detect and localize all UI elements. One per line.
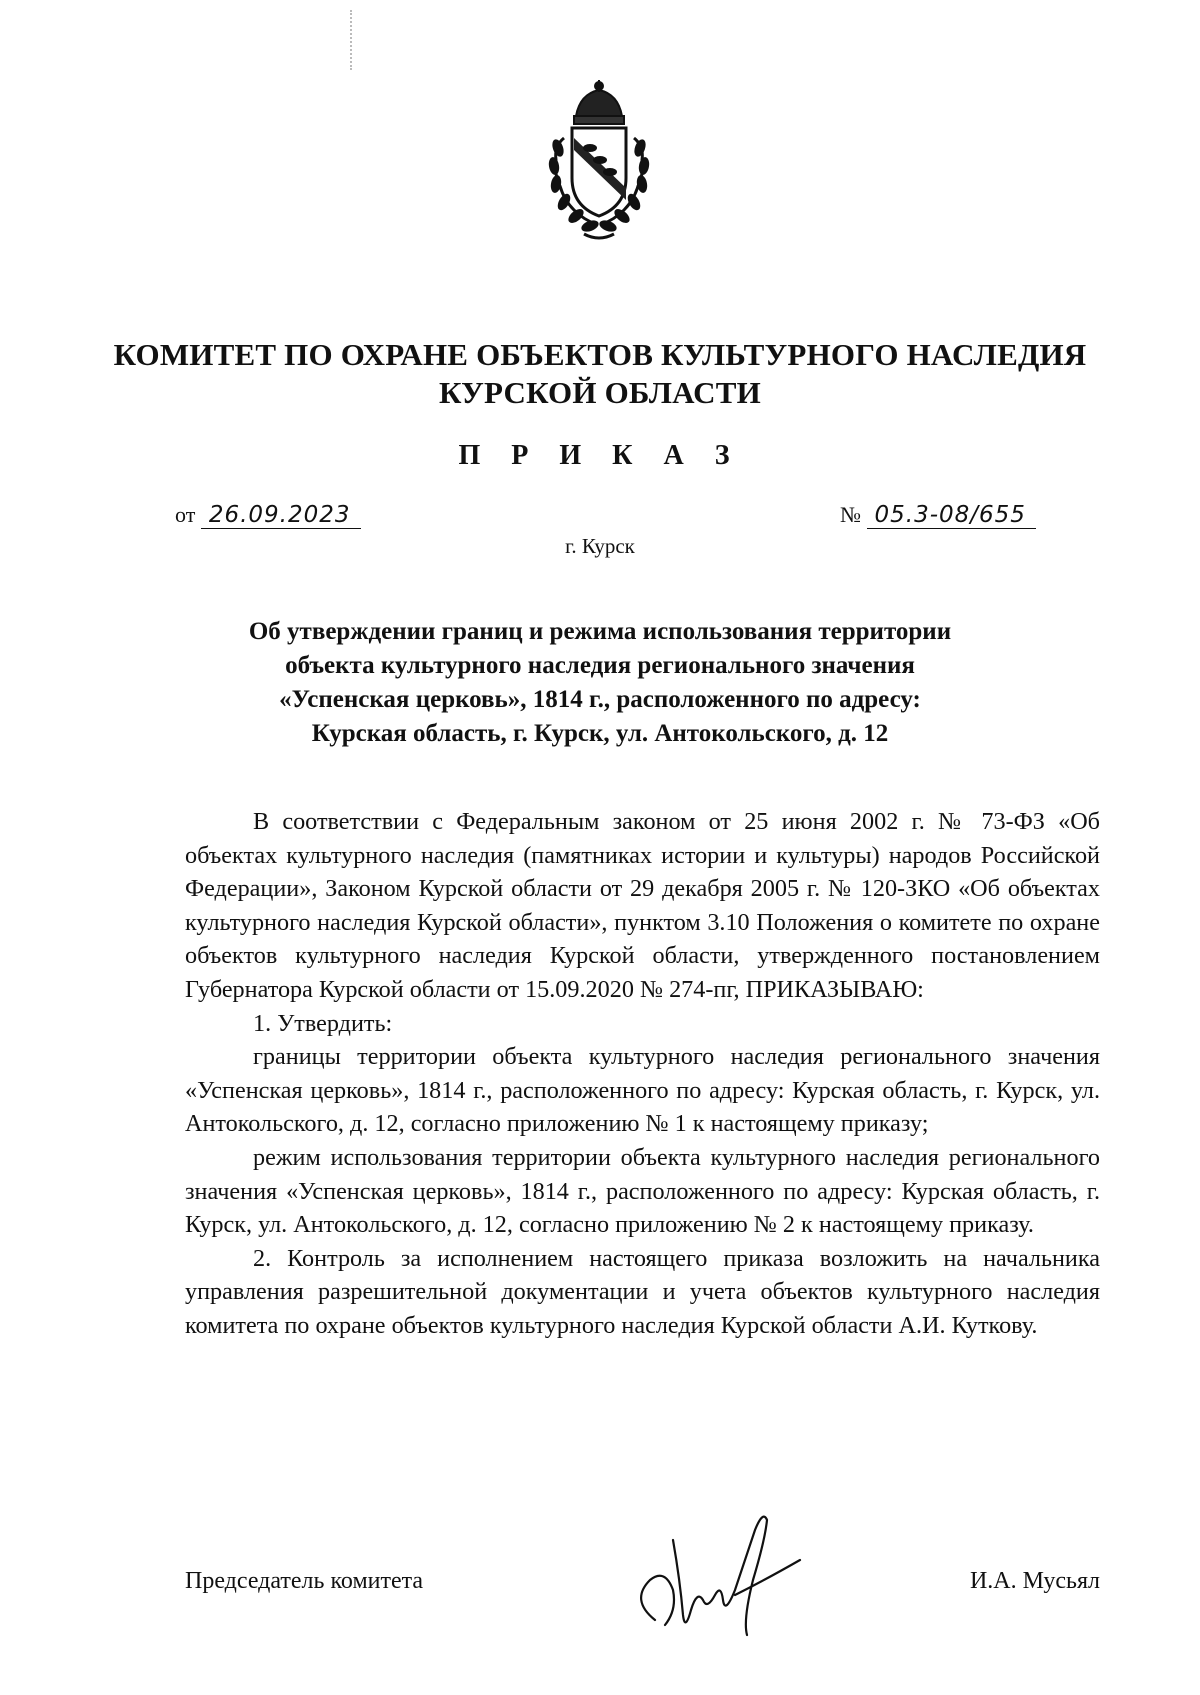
authority-line-1: КОМИТЕТ ПО ОХРАНЕ ОБЪЕКТОВ КУЛЬТУРНОГО НАСЛЕДИЯ [113, 337, 1087, 372]
item-1-regime: режим использования территории объекта культурного наследия регионального значения «Успенская церковь», 1814 г., расположенного по адресу: Курская область, г. Курск, ул. Антокольского, д. 12, согласно приложению № 2 к настоящему приказу. [185, 1143, 1100, 1239]
subject-line-2: объекта культурного наследия регионального значения [285, 652, 915, 679]
preamble-paragraph: В соответствии с Федеральным законом от 25 июня 2002 г. № 73-ФЗ «Об объектах культурного наследия (памятниках истории и культуры) народов Российской Федерации», Законом Курской области от 29 декабря 2005 г. № 120-ЗКО «Об объектах культурного наследия Курской области», пунктом 3.10 Положения о комитете по охране объектов культурного наследия Курской области, утвержденного постановлением Губернатора Курской области от 15.09.2020 № 274-пг, ПРИКАЗЫВАЮ: [185, 808, 1100, 1003]
date-prefix: от [175, 502, 196, 527]
item-1-boundaries: границы территории объекта культурного наследия регионального значения «Успенская церковь», 1814 г., расположенного по адресу: Курская область, г. Курск, ул. Антокольского, д. 12, согласно приложению № 1 к настоящему приказу; [185, 1043, 1100, 1138]
item-2-control: 2. Контроль за исполнением настоящего приказа возложить на начальника управления разрешительной документации и учета объектов культурного наследия комитета по охране объектов культурного наследия Курской области А.И. Куткову. [185, 1244, 1100, 1339]
number-value: 05.3-08/655 [867, 502, 1036, 529]
subject-line-3: «Успенская церковь», 1814 г., расположенного по адресу: [279, 686, 921, 713]
coat-of-arms-icon [534, 78, 664, 246]
order-body [185, 805, 1100, 1343]
number-prefix: № [840, 502, 861, 527]
signatory-name: И.А. Мусьял [969, 1568, 1100, 1594]
number-field [840, 502, 1036, 529]
issuing-authority [0, 336, 1200, 412]
date-field [175, 502, 361, 529]
scan-artifact [350, 10, 354, 70]
subject-line-4: Курская область, г. Курск, ул. Антокольского, д. 12 [311, 720, 889, 747]
authority-line-2: КУРСКОЙ ОБЛАСТИ [439, 375, 761, 410]
date-value: 26.09.2023 [201, 502, 361, 529]
item-1-heading: 1. Утвердить: [253, 1009, 393, 1037]
signature-block [185, 1540, 1100, 1630]
city-label: г. Курск [565, 534, 635, 558]
handwritten-signature-icon [625, 1500, 835, 1640]
subject-line-1: Об утверждении границ и режима использования территории [248, 618, 952, 645]
document-type: П Р И К А З [458, 440, 742, 471]
signatory-position: Председатель комитета [185, 1568, 424, 1594]
order-subject [0, 615, 1200, 751]
